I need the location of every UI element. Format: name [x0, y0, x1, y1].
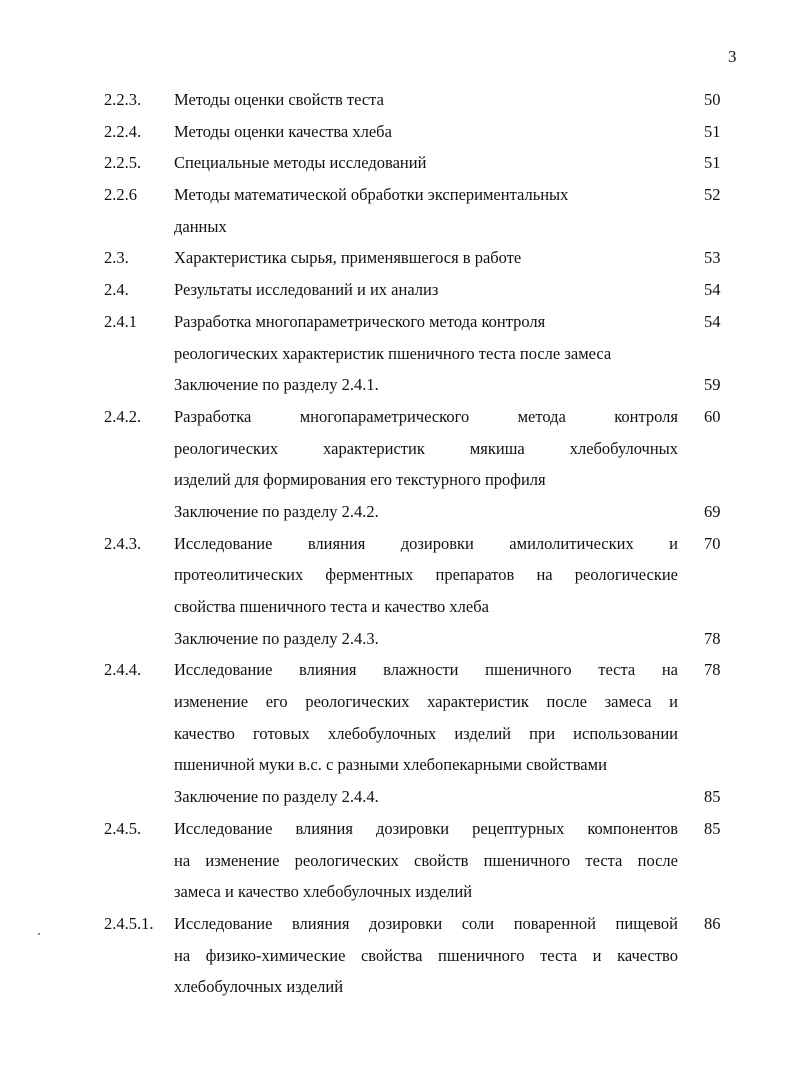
toc-entry-number: 2.2.5. [104, 153, 142, 173]
toc-entry-number: 2.4.5. [104, 818, 142, 838]
toc-entry-line: свойства пшеничного теста и качество хлеба [174, 597, 489, 616]
toc-entry [0, 908, 797, 1003]
toc-entry-line: изменение его реологических характеристик после замеса и [174, 692, 678, 712]
toc-summary [0, 369, 797, 401]
toc-entry [0, 306, 797, 369]
toc-entry [0, 179, 797, 242]
toc-entry-line: изделий для формирования его текстурного профиля [174, 470, 546, 490]
toc-entry-page: 59 [704, 375, 721, 395]
toc-entry-title [174, 274, 678, 306]
toc-entry-page: 85 [704, 818, 721, 838]
toc-entry-title [174, 147, 678, 179]
toc-entry-page: 54 [704, 311, 721, 331]
toc-entry-line: Разработка многопараметрического метода контроля [174, 406, 678, 426]
toc-entry-line: на изменение реологических свойств пшеничного теста после [174, 850, 678, 870]
toc-summary-title: Заключение по разделу 2.4.4. [174, 787, 379, 807]
toc-entry-page: 86 [704, 913, 721, 933]
toc-entry [0, 84, 797, 116]
toc-entry-number: 2.4.4. [104, 660, 142, 680]
toc-summary [0, 781, 797, 813]
table-of-contents [0, 84, 797, 1003]
toc-entry-title [174, 908, 678, 1003]
toc-entry-line: Специальные методы исследований [174, 153, 427, 173]
toc-entry [0, 401, 797, 496]
toc-entry-number: 2.4.3. [104, 533, 142, 553]
toc-entry-page: 51 [704, 153, 721, 173]
toc-summary [0, 623, 797, 655]
toc-entry-line: пшеничной муки в.с. с разными хлебопекарными свойствами [174, 755, 607, 775]
toc-entry-number: 2.4. [104, 280, 129, 300]
toc-entry [0, 528, 797, 623]
toc-entry-title [174, 813, 678, 908]
toc-entry-page: 78 [704, 660, 721, 680]
toc-entry-line: реологических характеристик мякиша хлебобулочных [174, 438, 678, 458]
toc-entry-line: Разработка многопараметрического метода контроля [174, 311, 546, 331]
toc-entry-number: 2.2.6 [104, 185, 137, 205]
toc-entry-line: протеолитических ферментных препаратов на реологические [174, 565, 678, 585]
scan-speck [38, 933, 40, 935]
toc-entry-title [174, 654, 678, 781]
toc-summary [0, 496, 797, 528]
toc-entry [0, 147, 797, 179]
toc-entry-number: 2.4.1 [104, 311, 137, 331]
toc-entry-line: Результаты исследований и их анализ [174, 280, 439, 300]
page-number: 3 [728, 47, 737, 66]
toc-entry-line: качество готовых хлебобулочных изделий при использовании [174, 723, 678, 743]
toc-entry-line: хлебобулочных изделий [174, 977, 344, 997]
toc-entry-line: Методы оценки качества хлеба [174, 121, 392, 141]
toc-entry-line: Исследование влияния дозировки амилолитических и [174, 533, 678, 553]
toc-entry-page: 54 [704, 280, 721, 300]
toc-entry [0, 116, 797, 148]
toc-entry-line: Исследование влияния влажности пшеничного теста на [174, 660, 678, 680]
toc-entry-line: реологических характеристик пшеничного теста после замеса [174, 343, 612, 363]
toc-entry-title [174, 242, 678, 274]
toc-entry-line: Исследование влияния дозировки соли поваренной пищевой [174, 913, 678, 933]
toc-entry-page: 60 [704, 406, 721, 426]
toc-entry-number: 2.4.5.1. [104, 913, 154, 933]
toc-entry-line: данных [174, 216, 227, 236]
toc-entry-line: Исследование влияния дозировки рецептурных компонентов [174, 818, 678, 838]
toc-entry-title [174, 528, 678, 623]
toc-entry [0, 654, 797, 781]
toc-entry-number: 2.2.3. [104, 90, 142, 109]
toc-entry-title [174, 306, 678, 369]
toc-entry-line: замеса и качество хлебобулочных изделий [174, 882, 473, 902]
toc-summary-title: Заключение по разделу 2.4.1. [174, 375, 379, 395]
toc-entry-title [174, 116, 678, 148]
toc-entry-page: 85 [704, 787, 721, 807]
toc-entry-page: 50 [704, 90, 721, 109]
toc-entry-page: 53 [704, 248, 721, 268]
toc-entry-line: Методы оценки свойств теста [174, 90, 384, 109]
toc-entry-title [174, 401, 678, 496]
toc-entry-page: 51 [704, 121, 721, 141]
toc-entry-page: 69 [704, 501, 721, 521]
toc-summary-title: Заключение по разделу 2.4.2. [174, 501, 379, 521]
toc-entry-line: Методы математической обработки экспериментальных [174, 185, 569, 205]
toc-entry-number: 2.3. [104, 248, 129, 268]
toc-entry [0, 274, 797, 306]
toc-entry-page: 70 [704, 533, 721, 553]
toc-entry [0, 813, 797, 908]
toc-entry-page: 52 [704, 185, 721, 205]
toc-entry-page: 78 [704, 628, 721, 648]
toc-entry-title [174, 84, 678, 116]
toc-entry-line: на физико-химические свойства пшеничного теста и качество [174, 945, 678, 965]
toc-entry-number: 2.2.4. [104, 121, 142, 141]
toc-summary-title: Заключение по разделу 2.4.3. [174, 628, 379, 648]
toc-entry-line: Характеристика сырья, применявшегося в работе [174, 248, 522, 268]
toc-entry-title [174, 179, 678, 242]
toc-entry-number: 2.4.2. [104, 406, 142, 426]
toc-entry [0, 242, 797, 274]
